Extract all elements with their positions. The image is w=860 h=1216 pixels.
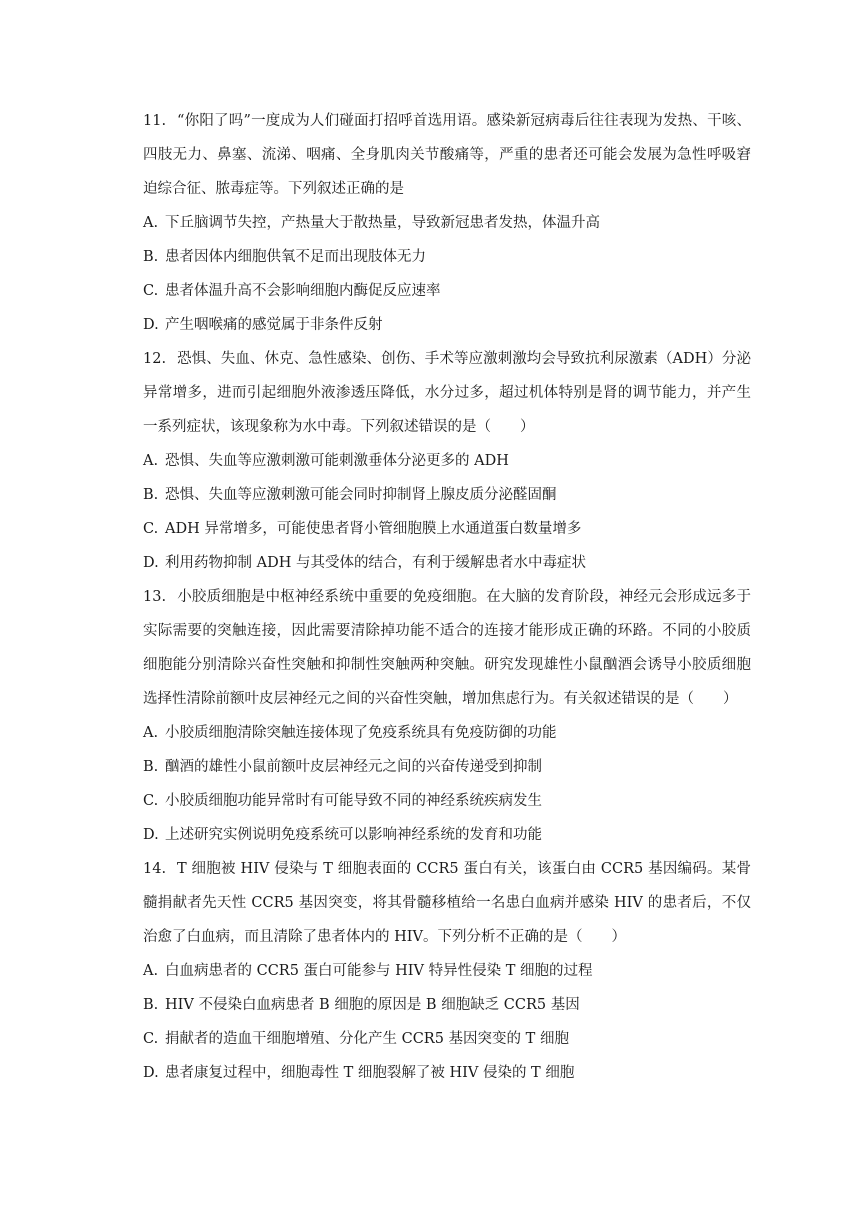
question-number: 13. — [143, 589, 167, 605]
option-letter: A. — [143, 725, 159, 741]
option-d — [143, 818, 751, 852]
question-stem — [143, 580, 751, 716]
question-text: T 细胞被 HIV 侵染与 T 细胞表面的 CCR5 蛋白有关，该蛋白由 CCR5 基因编码。某骨髓捐献者先天性 CCR5 基因突变，将其骨髓移植给一名患白血病并感染 HIV 的患者后，不仅治愈了白血病，而且清除了患者体内的 HIV。下列分析不正确的是（ ） — [143, 861, 751, 945]
question-text: 小胶质细胞是中枢神经系统中重要的免疫细胞。在大脑的发育阶段，神经元会形成远多于实际需要的突触连接，因此需要清除掉功能不适合的连接才能形成正确的环路。不同的小胶质细胞能分别清除兴奋性突触和抑制性突触两种突触。研究发现雄性小鼠酗酒会诱导小胶质细胞选择性清除前额叶皮层神经元之间的兴奋性突触，增加焦虑行为。有关叙述错误的是（ ） — [143, 589, 751, 707]
option-text: 患者因体内细胞供氧不足而出现肢体无力 — [165, 249, 426, 265]
option-a — [143, 444, 751, 478]
question-number: 11. — [143, 113, 167, 129]
option-text: 小胶质细胞清除突触连接体现了免疫系统具有免疫防御的功能 — [165, 725, 557, 741]
option-letter: A. — [143, 215, 159, 231]
option-letter: D. — [143, 555, 159, 571]
question-text: 恐惧、失血、休克、急性感染、创伤、手术等应激刺激均会导致抗利尿激素（ADH）分泌异常增多，进而引起细胞外液渗透压降低，水分过多，超过机体特别是肾的调节能力，并产生一系列症状，该现象称为水中毒。下列叙述错误的是（ ） — [143, 351, 751, 435]
option-text: 下丘脑调节失控，产热量大于散热量，导致新冠患者发热，体温升高 — [165, 215, 600, 231]
option-text: 酗酒的雄性小鼠前额叶皮层神经元之间的兴奋传递受到抑制 — [165, 759, 542, 775]
option-text: 白血病患者的 CCR5 蛋白可能参与 HIV 特异性侵染 T 细胞的过程 — [165, 963, 593, 979]
option-letter: C. — [143, 1031, 159, 1047]
option-text: HIV 不侵染白血病患者 B 细胞的原因是 B 细胞缺乏 CCR5 基因 — [165, 997, 580, 1013]
question-stem — [143, 852, 751, 954]
question-stem — [143, 104, 751, 206]
option-letter: D. — [143, 827, 159, 843]
option-c — [143, 784, 751, 818]
option-text: 利用药物抑制 ADH 与其受体的结合，有利于缓解患者水中毒症状 — [165, 555, 586, 571]
option-a — [143, 206, 751, 240]
option-b — [143, 240, 751, 274]
option-text: 捐献者的造血干细胞增殖、分化产生 CCR5 基因突变的 T 细胞 — [165, 1031, 569, 1047]
option-d — [143, 308, 751, 342]
question-14 — [143, 852, 751, 1090]
option-letter: B. — [143, 487, 159, 503]
option-letter: B. — [143, 997, 159, 1013]
exam-page — [143, 104, 751, 1090]
question-12 — [143, 342, 751, 580]
option-c — [143, 1022, 751, 1056]
option-d — [143, 546, 751, 580]
option-a — [143, 716, 751, 750]
option-letter: B. — [143, 249, 159, 265]
option-b — [143, 988, 751, 1022]
option-letter: C. — [143, 521, 159, 537]
question-text: “你阳了吗”一度成为人们碰面打招呼首选用语。感染新冠病毒后往往表现为发热、干咳、四肢无力、鼻塞、流涕、咽痛、全身肌肉关节酸痛等，严重的患者还可能会发展为急性呼吸窘迫综合征、脓毒症等。下列叙述正确的是 — [143, 113, 751, 197]
option-text: 患者康复过程中，细胞毒性 T 细胞裂解了被 HIV 侵染的 T 细胞 — [165, 1065, 575, 1081]
question-11 — [143, 104, 751, 342]
option-text: 产生咽喉痛的感觉属于非条件反射 — [165, 317, 383, 333]
option-text: 小胶质细胞功能异常时有可能导致不同的神经系统疾病发生 — [165, 793, 542, 809]
option-letter: C. — [143, 283, 159, 299]
option-text: 恐惧、失血等应激刺激可能刺激垂体分泌更多的 ADH — [165, 453, 509, 469]
option-text: 恐惧、失血等应激刺激可能会同时抑制肾上腺皮质分泌醛固酮 — [165, 487, 557, 503]
question-stem — [143, 342, 751, 444]
option-letter: D. — [143, 1065, 159, 1081]
option-letter: B. — [143, 759, 159, 775]
question-number: 14. — [143, 861, 167, 877]
option-d — [143, 1056, 751, 1090]
option-letter: C. — [143, 793, 159, 809]
option-a — [143, 954, 751, 988]
option-letter: D. — [143, 317, 159, 333]
option-letter: A. — [143, 963, 159, 979]
question-13 — [143, 580, 751, 852]
option-text: 上述研究实例说明免疫系统可以影响神经系统的发育和功能 — [165, 827, 542, 843]
option-c — [143, 512, 751, 546]
option-b — [143, 478, 751, 512]
question-number: 12. — [143, 351, 167, 367]
option-text: 患者体温升高不会影响细胞内酶促反应速率 — [165, 283, 441, 299]
option-letter: A. — [143, 453, 159, 469]
option-b — [143, 750, 751, 784]
option-text: ADH 异常增多，可能使患者肾小管细胞膜上水通道蛋白数量增多 — [165, 521, 582, 537]
option-c — [143, 274, 751, 308]
